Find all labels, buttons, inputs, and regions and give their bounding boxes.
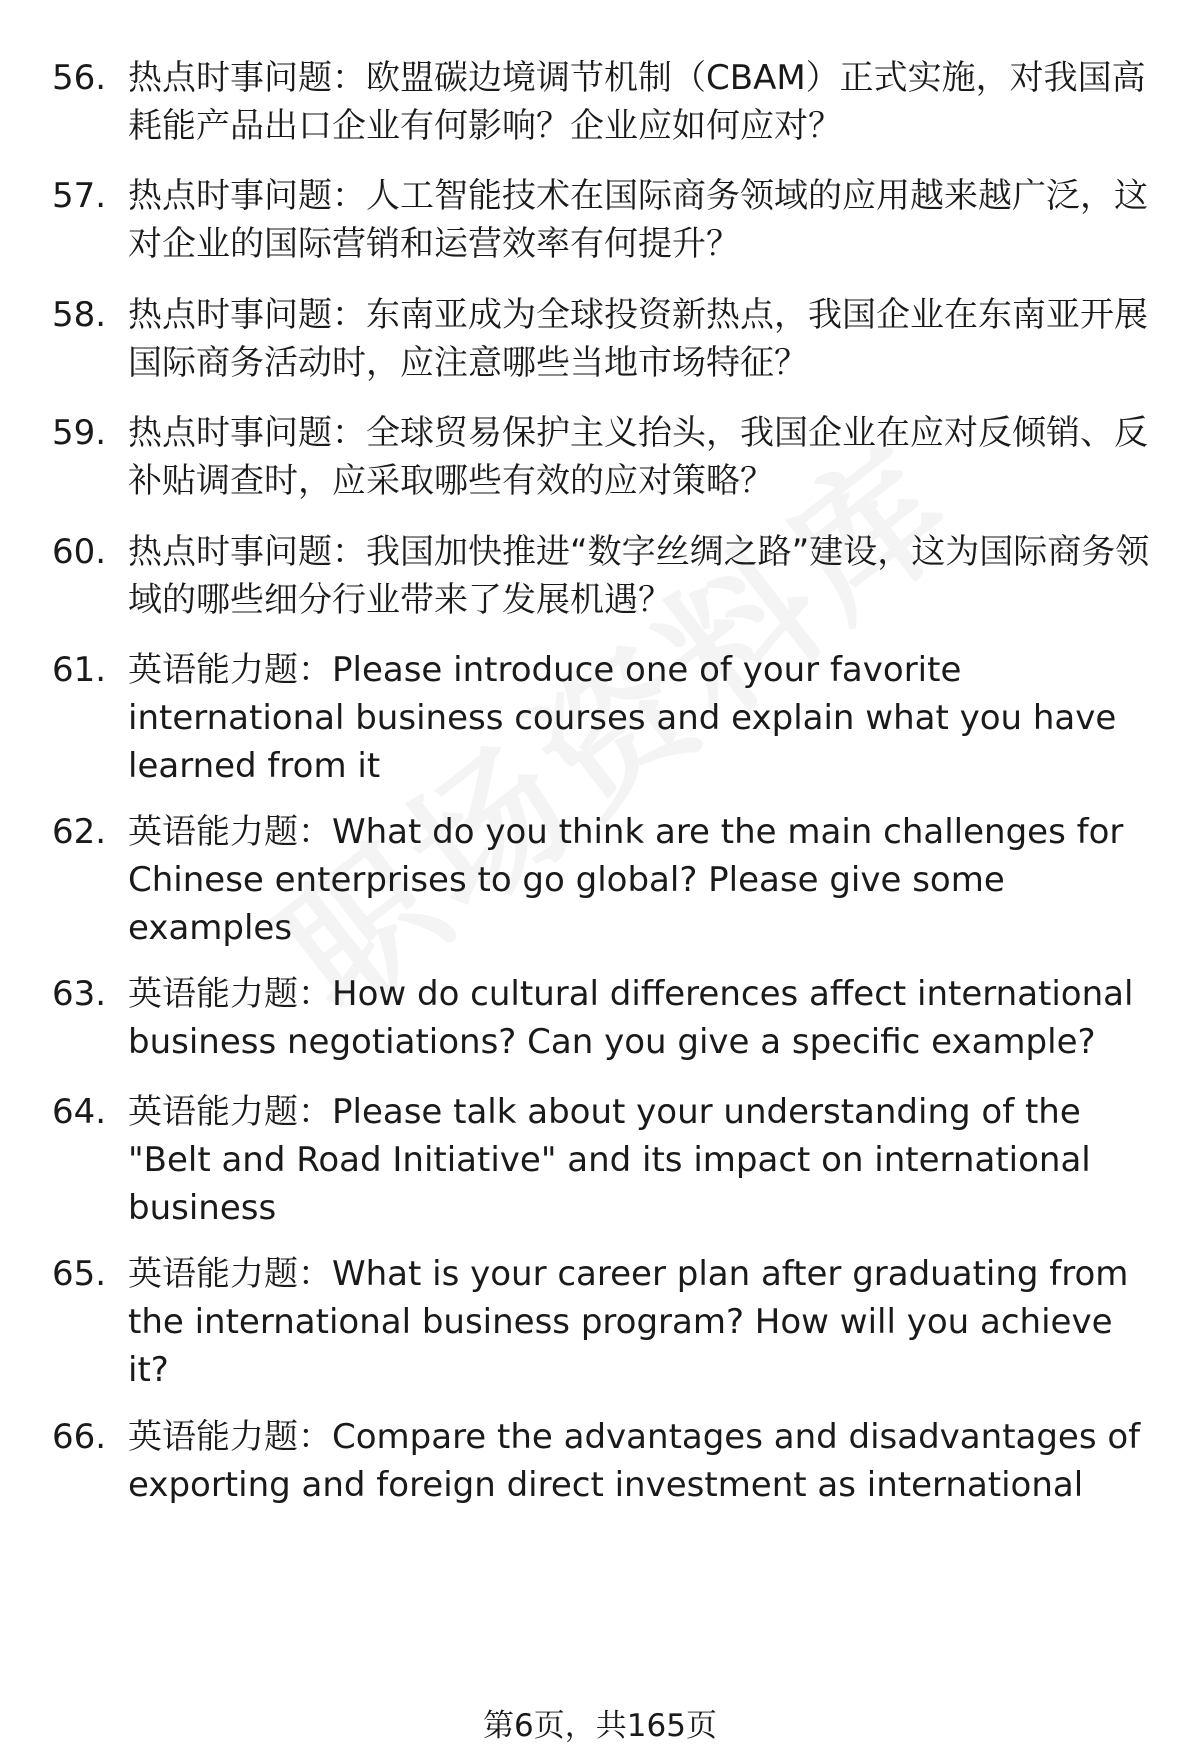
question-number: 65. — [52, 1254, 107, 1294]
question-item — [52, 172, 1162, 268]
question-text: 英语能力题：Compare the advantages and disadvantages of exporting and foreign direct investment as international — [128, 1417, 1141, 1505]
question-item — [52, 970, 1162, 1066]
question-number: 57. — [52, 176, 107, 216]
question-item — [52, 1088, 1162, 1232]
question-item — [52, 291, 1162, 387]
question-number: 66. — [52, 1417, 107, 1457]
question-item — [52, 528, 1162, 624]
question-number: 60. — [52, 532, 107, 572]
page-number-footer: 第6页，共165页 — [483, 1708, 717, 1744]
question-number: 64. — [52, 1092, 107, 1132]
question-item — [52, 54, 1162, 150]
question-item — [52, 1250, 1162, 1394]
question-number: 62. — [52, 812, 107, 852]
question-text: 热点时事问题：人工智能技术在国际商务领域的应用越来越广泛，这对企业的国际营销和运营效率有何提升？ — [128, 176, 1148, 264]
question-text: 英语能力题：What is your career plan after graduating from the international business program? How will you achieve it? — [128, 1254, 1129, 1390]
question-text: 热点时事问题：我国加快推进“数字丝绸之路”建设，这为国际商务领域的哪些细分行业带来了发展机遇？ — [128, 532, 1150, 620]
question-text: 英语能力题：What do you think are the main challenges for Chinese enterprises to go global? Please give some examples — [128, 812, 1124, 948]
question-text: 英语能力题：Please introduce one of your favorite international business courses and explain what you have learned from it — [128, 650, 1117, 786]
question-item — [52, 1413, 1162, 1509]
question-text: 热点时事问题：欧盟碳边境调节机制（CBAM）正式实施，对我国高耗能产品出口企业有何影响？企业应如何应对？ — [128, 58, 1146, 146]
question-number: 56. — [52, 58, 107, 98]
question-number: 58. — [52, 295, 107, 335]
question-text: 热点时事问题：全球贸易保护主义抬头，我国企业在应对反倾销、反补贴调查时，应采取哪些有效的应对策略？ — [128, 413, 1148, 501]
question-item — [52, 409, 1162, 505]
question-number: 61. — [52, 650, 107, 690]
question-item — [52, 808, 1162, 952]
question-text: 英语能力题：How do cultural differences affect international business negotiations? Can you give a specific example? — [128, 974, 1134, 1062]
question-text: 热点时事问题：东南亚成为全球投资新热点，我国企业在东南亚开展国际商务活动时，应注意哪些当地市场特征？ — [128, 295, 1148, 383]
question-text: 英语能力题：Please talk about your understanding of the "Belt and Road Initiative" and its impact on international business — [128, 1092, 1091, 1228]
question-number: 63. — [52, 974, 107, 1014]
question-item — [52, 646, 1162, 790]
question-number: 59. — [52, 413, 107, 453]
